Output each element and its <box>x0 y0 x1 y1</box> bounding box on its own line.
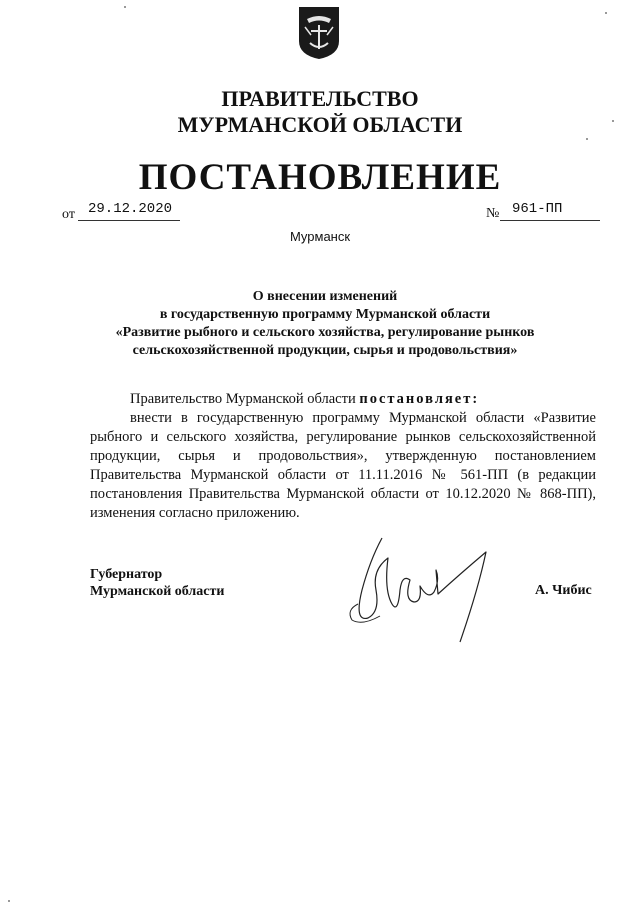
document-subject <box>90 288 560 360</box>
handwritten-signature <box>340 530 495 645</box>
number-prefix: № <box>486 206 500 221</box>
signatory-position-line2: Мурманской области <box>90 584 225 599</box>
signatory-position-line1: Губернатор <box>90 567 163 582</box>
subject-line1: О внесении изменений <box>252 289 398 304</box>
scan-speck <box>124 6 126 8</box>
number-underline <box>500 220 600 221</box>
document-type: ПОСТАНОВЛЕНИЕ <box>138 157 502 198</box>
document-number: 961-ПП <box>512 201 563 217</box>
subject-line4: сельскохозяйственной продукции, сырья и продовольствия» <box>132 343 518 358</box>
scan-speck <box>8 900 10 902</box>
lead-text: Правительство Мурманской области <box>130 391 356 407</box>
lead-verb: постановляет: <box>359 391 480 407</box>
scan-speck <box>605 12 607 14</box>
lead-sentence <box>90 390 596 409</box>
subject-line2: в государственную программу Мурманской области <box>159 307 491 322</box>
subject-line3: «Развитие рыбного и сельского хозяйства, регулирование рынков <box>115 325 535 340</box>
body-paragraph: внести в государственную программу Мурманской области «Развитие рыбного и сельского хозяйства, регулирование рынков сельскохозяйственной продукции, сырья и продовольствия», утвержденную постановлением Правительства Мурманской области от 11.11.2016 № 561-ПП (в редакции постановления Правительства Мурманской области от 10.12.2020 № 868-ПП), изменения согласно приложению. <box>90 410 596 521</box>
date-prefix: от <box>62 207 75 222</box>
document-body <box>90 390 596 523</box>
government-title <box>0 86 640 138</box>
coat-of-arms-icon <box>297 5 341 61</box>
city: Мурманск <box>289 229 351 244</box>
document-date: 29.12.2020 <box>88 201 173 217</box>
scan-speck <box>612 120 614 122</box>
date-underline <box>78 220 180 221</box>
signatory-position <box>90 566 224 600</box>
signatory-name: А. Чибис <box>535 583 592 598</box>
government-title-line2: МУРМАНСКОЙ ОБЛАСТИ <box>177 112 463 137</box>
government-title-line1: ПРАВИТЕЛЬСТВО <box>221 86 419 111</box>
scan-speck <box>586 138 588 140</box>
